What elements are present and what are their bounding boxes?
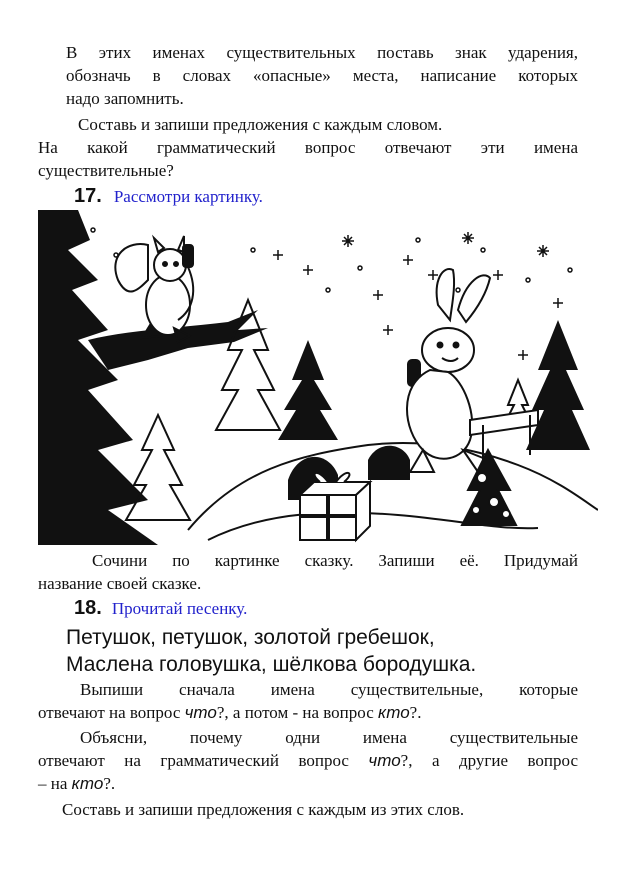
exercise-18-p1-line-1: Выпиши сначала имена существительные, которые (80, 680, 578, 699)
exercise-18-p2-line-2 (38, 750, 578, 772)
exercise-17-text-2: название своей сказке. (38, 574, 202, 593)
text-span: отвечают на грамматический вопрос (38, 751, 369, 770)
exercise-17-text-1: Сочини по картинке сказку. Запиши её. Придумай (92, 551, 578, 570)
intro-line-3: надо запомнить. (66, 89, 184, 108)
question-word-chto: что (184, 703, 217, 722)
text-span: ?, а другие вопрос (400, 751, 578, 770)
intro-line-1: В этих именах существительных поставь знак ударения, (66, 43, 578, 62)
exercise-18-p1-line-2 (38, 702, 421, 724)
exercise-number: 17. (74, 185, 102, 207)
exercise-18-p2-line-3 (38, 773, 115, 795)
winter-scene-illustration (38, 210, 598, 545)
intro-line-2: обозначь в словах «опасные» места, написание которых (66, 66, 578, 85)
exercise-18-p3: Составь и запиши предложения с каждым из этих слов. (62, 800, 465, 819)
song-line-2: Маслена головушка, шёлкова бородушка. (66, 653, 477, 676)
question-word-kto: кто (71, 774, 104, 793)
intro-line-6: существительные? (38, 161, 174, 180)
intro-line-5: На какой грамматический вопрос отвечают эти имена (38, 138, 578, 157)
exercise-title: Прочитай песенку. (111, 599, 248, 618)
text-span: – на (38, 774, 72, 793)
intro-line-4: Составь и запиши предложения с каждым словом. (78, 115, 443, 134)
text-span: ?. (409, 703, 422, 722)
question-word-kto: кто (378, 703, 410, 722)
question-word-chto: что (368, 751, 401, 770)
exercise-18-heading (74, 597, 247, 620)
text-span: ?. (103, 774, 116, 793)
text-span: ?, а потом - на вопрос (216, 703, 378, 722)
song-line-1: Петушок, петушок, золотой гребешок, (66, 626, 435, 649)
exercise-title: Рассмотри картинку. (113, 187, 263, 206)
exercise-17-heading (74, 185, 263, 208)
exercise-18-p2-line-1: Объясни, почему одни имена существительные (80, 728, 578, 747)
text-span: отвечают на вопрос (38, 703, 185, 722)
exercise-number: 18. (74, 597, 102, 619)
